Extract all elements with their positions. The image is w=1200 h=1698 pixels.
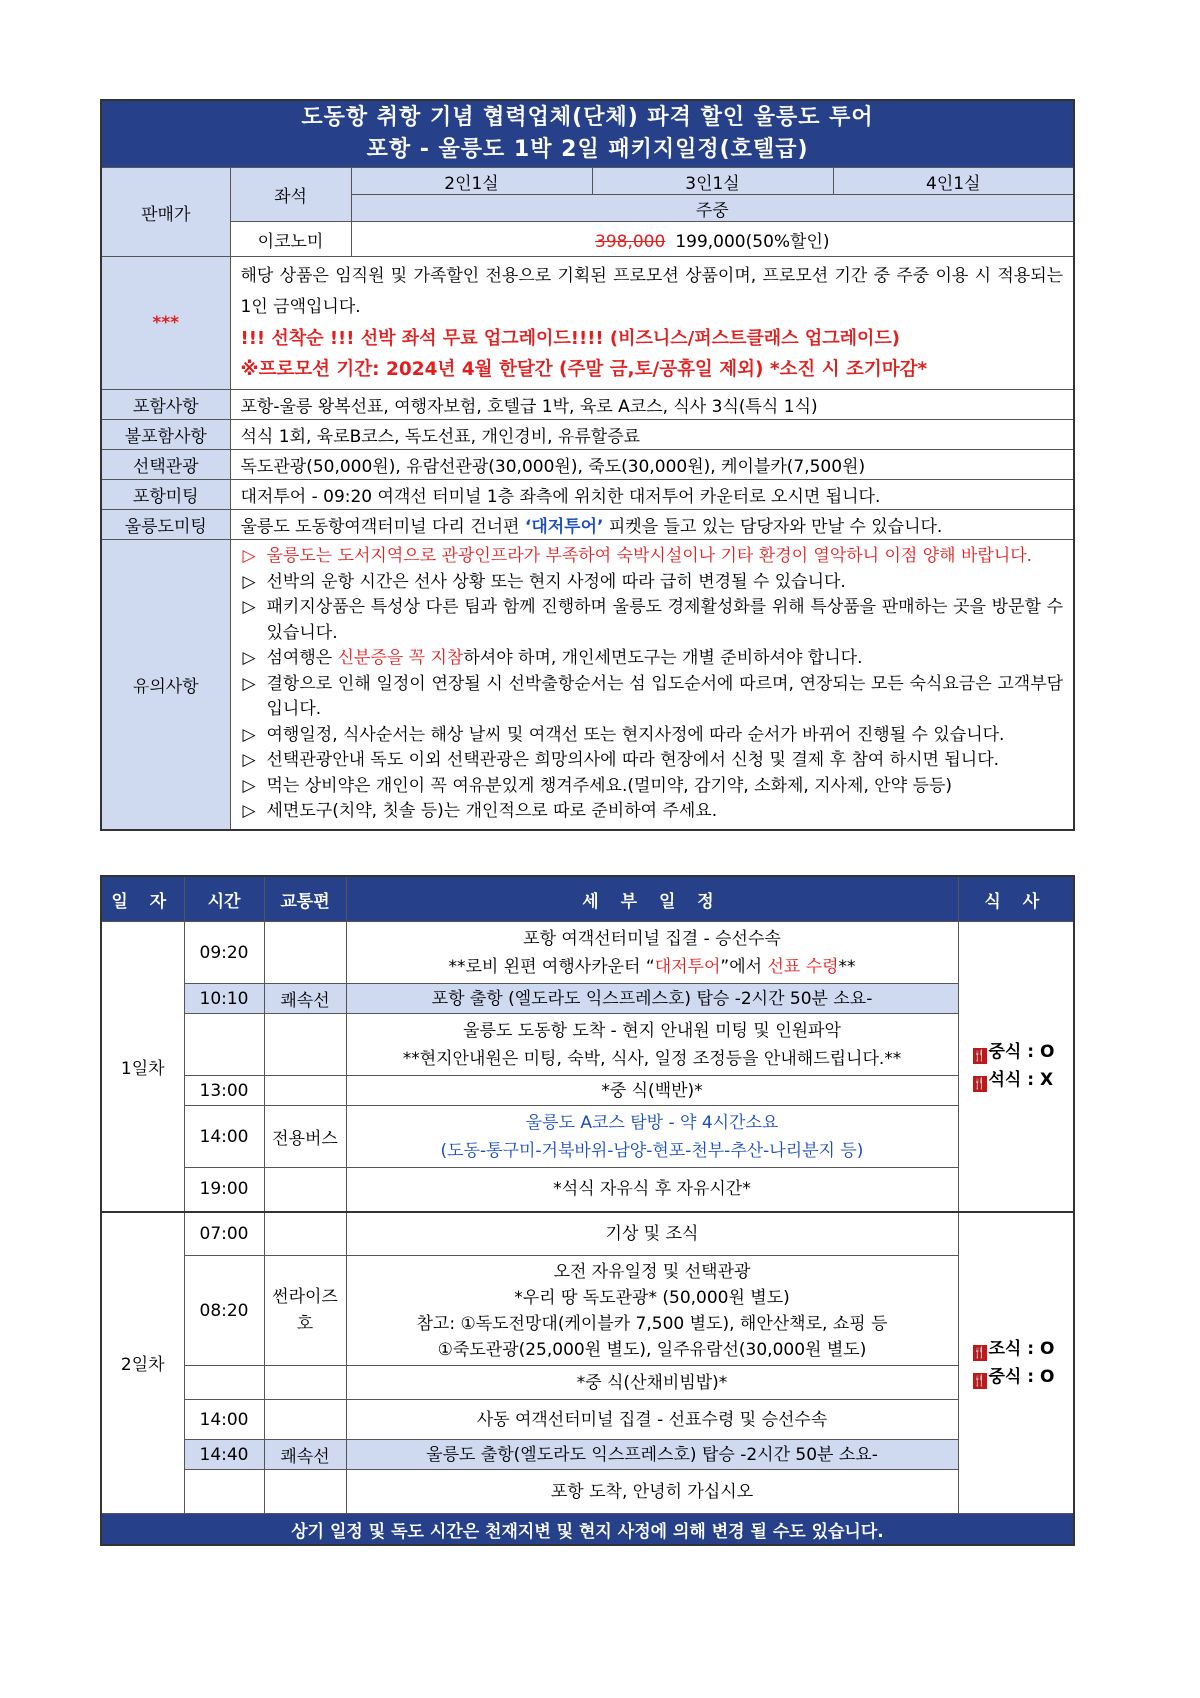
header-meal: 식 사 [958,876,1074,922]
detail-text: ** [838,956,856,977]
day1-detail-lunch: *중 식(백반)* [346,1076,958,1106]
triangle-right-icon: ▷ [242,673,256,694]
promotion-notice [230,257,1074,390]
room-type-3: 3인1실 [592,168,833,195]
ulleung-meeting-post: 피켓을 들고 있는 담당자와 만날 수 있습니다. [603,517,943,537]
cautions-label: 유의사항 [101,540,230,830]
room-type-4: 4인1실 [833,168,1074,195]
caution-text: 울릉도는 도서지역으로 관광인프라가 부족하여 숙박시설이나 기타 환경이 열악하니 이점 양해 바랍니다. [266,546,1033,566]
weekday-label: 주중 [351,195,1074,222]
meal-line [973,1038,1074,1066]
package-title-banner [101,100,1074,168]
triangle-right-icon: ▷ [242,648,256,668]
detail-line: 울릉도 도동항 도착 - 현지 안내원 미팅 및 인원파악 [463,1020,841,1041]
caution-item [241,544,1064,570]
room-type-2: 2인1실 [351,168,592,195]
day1-time-0920: 09:20 [184,922,264,984]
day2-transport-sunrise: 썬라이즈호 [264,1256,346,1366]
detail-line: (도동-통구미-거북바위-남양-현포-천부-추산-나리분지 등) [440,1140,864,1161]
detail-line: 오전 자유일정 및 선택관광 [553,1261,751,1282]
day1-detail-departure: 포항 출항 (엘도라도 익스프레스호) 탑승 -2시간 50분 소요- [346,984,958,1014]
day1-meals [958,922,1074,1212]
triangle-right-icon: ▷ [242,775,256,796]
meal-text: 중식 : O [988,1366,1055,1387]
triangle-right-icon: ▷ [242,801,256,821]
day2-detail-lunch: *중 식(산채비빔밥)* [346,1366,958,1400]
caution-text: 하셔야 하며, 개인세면도구는 개별 준비하셔야 합니다. [463,648,863,668]
day2-time-empty [184,1470,264,1514]
caution-item [241,748,1064,774]
price-label: 판매가 [101,168,230,257]
day2-transport-empty [264,1366,346,1400]
optional-tour-label: 선택관광 [101,450,230,480]
package-info-table [100,99,1075,831]
ulleung-meeting-text [230,510,1074,540]
fork-knife-icon: 🍴 [972,1373,987,1387]
pohang-meeting-label: 포항미팅 [101,480,230,510]
meal-text: 석식 : X [988,1070,1054,1091]
day2-time-empty [184,1366,264,1400]
day1-time-1900: 19:00 [184,1168,264,1212]
fork-knife-icon: 🍴 [972,1345,987,1359]
detail-line: *우리 땅 독도관광* (50,000원 별도) [514,1287,790,1308]
caution-text-red: 신분증을 꼭 지참 [337,648,464,668]
caution-item [241,672,1064,723]
triangle-right-icon: ▷ [242,597,256,617]
meal-line [973,1066,1074,1094]
triangle-right-icon: ▷ [242,546,256,566]
detail-text-red: 선표 수령 [767,956,839,977]
caution-text: 세면도구(치약, 칫솔 등)는 개인적으로 따로 준비하여 주세요. [266,801,718,821]
header-time-text: 시간 [207,891,241,912]
day1-detail-course-a [346,1106,958,1168]
detail-line: 참고: ①독도전망대(케이블카 7,500 별도), 해안산책로, 쇼핑 등 [416,1313,888,1334]
day2-time-1440: 14:40 [184,1440,264,1470]
pohang-meeting-text: 대저투어 - 09:20 여객선 터미널 1층 좌측에 위치한 대저투어 카운터로 오시면 됩니다. [230,480,1074,510]
caution-item [241,774,1064,800]
day1-transport-empty [264,1014,346,1076]
caution-text: 섬여행은 [266,648,338,668]
day1-transport-empty [264,1168,346,1212]
header-transport [264,876,346,922]
detail-line: 울릉도 A코스 탐방 - 약 4시간소요 [525,1112,779,1133]
caution-text: 선박의 운항 시간은 선사 상황 또는 현지 사정에 따라 급히 변경될 수 있습니다. [266,571,846,592]
day1-detail-gathering [346,922,958,984]
excluded-text: 석식 1회, 육로B코스, 독도선표, 개인경비, 유류할증료 [230,420,1074,450]
caution-item [241,595,1064,646]
day1-transport-ferry: 쾌속선 [264,984,346,1014]
day1-time-empty [184,1014,264,1076]
caution-text: 먹는 상비약은 개인이 꼭 여유분있게 챙겨주세요.(멀미약, 감기약, 소화제, 지사제, 안약 등등) [266,775,953,796]
schedule-table [100,875,1075,1546]
ulleung-meeting-brand: ‘대저투어’ [524,517,604,537]
detail-line: ①죽도관광(25,000원 별도), 일주유람선(30,000원 별도) [437,1339,867,1360]
day2-detail-arrival: 포항 도착, 안녕히 가십시오 [346,1470,958,1514]
day2-transport-empty [264,1470,346,1514]
day1-transport-bus: 전용버스 [264,1106,346,1168]
meal-line [973,1335,1074,1363]
caution-text: 결항으로 인해 일정이 연장될 시 선박출항순서는 섬 입도순서에 따르며, 연장되는 모든 숙식요금은 고객부담입니다. [266,673,1064,719]
day2-time-0820: 08:20 [184,1256,264,1366]
day1-time-1400: 14:00 [184,1106,264,1168]
sale-price: 199,000(50%할인) [675,231,830,252]
header-transport-text: 교통편 [280,891,330,912]
detail-line: 포항 여객선터미널 집결 - 승선수속 [523,928,781,949]
triangle-right-icon: ▷ [242,724,256,745]
detail-text: **로비 왼편 여행사카운터 “ [448,956,655,977]
day1-transport-empty [264,922,346,984]
caution-item [241,646,1064,672]
triangle-right-icon: ▷ [242,571,256,592]
header-day: 일 자 [101,876,184,922]
meal-line [973,1363,1074,1391]
excluded-label: 불포함사항 [101,420,230,450]
day2-detail-optional-tour [346,1256,958,1366]
fork-knife-icon: 🍴 [972,1077,987,1091]
day2-transport-empty [264,1400,346,1440]
day2-detail-departure: 울릉도 출항(엘도라도 익스프레스호) 탑승 -2시간 50분 소요- [346,1440,958,1470]
detail-text: ”에서 [720,956,768,977]
day2-label: 2일차 [101,1212,184,1514]
upgrade-notice: !!! 선착순 !!! 선박 좌석 무료 업그레이드!!!! (비즈니스/퍼스트클래스 업그레이드) [240,328,900,349]
fork-knife-icon: 🍴 [972,1049,987,1063]
cautions-list [230,540,1074,830]
header-time [184,876,264,922]
seat-label: 좌석 [230,168,351,222]
day2-transport-empty [264,1212,346,1256]
detail-line [347,953,958,981]
day2-time-1400: 14:00 [184,1400,264,1440]
optional-tour-text: 독도관광(50,000원), 유람선관광(30,000원), 죽도(30,000원), 케이블카(7,500원) [230,450,1074,480]
caution-item [241,570,1064,596]
original-price: 398,000 [595,231,666,252]
package-title: 도동항 취항 기념 협력업체(단체) 파격 할인 울릉도 투어 [301,105,874,130]
package-subtitle: 포항 - 울릉도 1박 2일 패키지일정(호텔급) [366,137,809,162]
meal-text: 조식 : O [988,1338,1055,1359]
day2-time-0700: 07:00 [184,1212,264,1256]
caution-item [241,799,1064,825]
day1-time-1010: 10:10 [184,984,264,1014]
day2-meals [958,1212,1074,1514]
day2-detail-gathering: 사동 여객선터미널 집결 - 선표수령 및 승선수속 [346,1400,958,1440]
header-detail: 세 부 일 정 [346,876,958,922]
ulleung-meeting-label: 울릉도미팅 [101,510,230,540]
caution-text: 선택관광안내 독도 이외 선택관광은 희망의사에 따라 현장에서 신청 및 결제 후 참여 하시면 됩니다. [266,750,1000,770]
caution-text: 패키지상품은 특성상 다른 팀과 함께 진행하며 울릉도 경제활성화를 위해 특상품을 판매하는 곳을 방문할 수 있습니다. [266,597,1064,643]
day2-detail-wakeup: 기상 및 조식 [346,1212,958,1256]
economy-label: 이코노미 [230,222,351,257]
triangle-right-icon: ▷ [242,750,256,770]
day1-detail-arrival [346,1014,958,1076]
day1-transport-empty [264,1076,346,1106]
schedule-footer-notice: 상기 일정 및 독도 시간은 천재지변 및 현지 사정에 의해 변경 될 수도 있습니다. [101,1514,1074,1546]
promotion-text: 해당 상품은 임직원 및 가족할인 전용으로 기획된 프로모션 상품이며, 프로모션 기간 중 주중 이용 시 적용되는 1인 금액입니다. [240,266,1064,317]
day1-detail-dinner: *석식 자유식 후 자유시간* [346,1168,958,1212]
day1-time-1300: 13:00 [184,1076,264,1106]
day2-transport-ferry: 쾌속선 [264,1440,346,1470]
meal-text: 중식 : O [988,1042,1055,1063]
caution-item [241,723,1064,749]
detail-line: **현지안내원은 미팅, 숙박, 식사, 일정 조정등을 안내해드립니다.** [402,1048,902,1069]
notice-label: *** [101,257,230,390]
promotion-period: ※프로모션 기간: 2024년 4월 한달간 (주말 금,토/공휴일 제외) *소진 시 조기마감* [240,359,928,380]
included-label: 포함사항 [101,390,230,420]
ulleung-meeting-pre: 울릉도 도동항여객터미널 다리 건너편 [240,517,525,537]
detail-text-red: 대저투어 [654,956,721,977]
included-text: 포항-울릉 왕복선표, 여행자보험, 호텔급 1박, 육로 A코스, 식사 3식(특식 1식) [230,390,1074,420]
price-value [351,222,1074,257]
caution-text: 여행일정, 식사순서는 해상 날씨 및 여객선 또는 현지사정에 따라 순서가 바뀌어 진행될 수 있습니다. [266,724,1005,745]
day1-label: 1일차 [101,922,184,1212]
